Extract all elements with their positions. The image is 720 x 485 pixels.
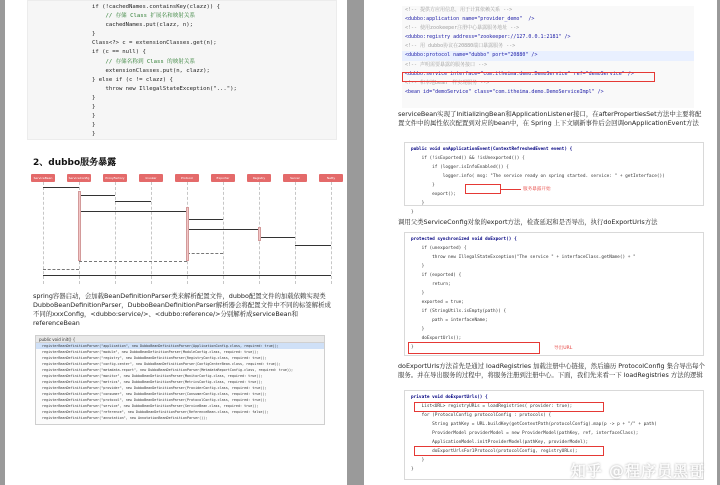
xml-line: <!-- 声明需要暴露的服务接口 --> [405, 61, 488, 68]
code-line: export(); [411, 192, 456, 197]
code-line: path = interfaceName; [411, 318, 488, 323]
diagram-node: Server [283, 174, 307, 182]
xml-config-block [402, 6, 694, 108]
diagram-activation [78, 191, 81, 261]
diagram-message [259, 237, 295, 238]
code-line: return; [411, 282, 451, 287]
diagram-lifeline [331, 182, 332, 284]
code-line: protected synchronized void doExport() { [411, 237, 517, 242]
ide-code-line: registerBeanDefinitionParser("metadata-report", new DubboBeanDefinitionParser(MetadataReportConfig.class, required: true)); [42, 368, 294, 372]
xml-line: <!-- 提供方应用信息，用于计算依赖关系 --> [405, 7, 513, 13]
diagram-node: ServiceConfig [68, 176, 90, 180]
diagram-activation [186, 207, 189, 261]
ide-code-line: registerBeanDefinitionParser("annotation", new AnnotationBeanDefinitionParser()); [42, 416, 208, 420]
ide-code-line: registerBeanDefinitionParser("service", new DubboBeanDefinitionParser(ServiceBean.class, required: true)); [42, 404, 259, 408]
code-line: doExportUrls(); [411, 336, 462, 341]
code-line: } [92, 113, 96, 120]
paragraph-service-bean: serviceBean实现了InitializingBean和ApplicationListener接口，在afterPropertiesSet方法中主要将配置文件中的属性依次配置到对应的bean中，在 Spring 上下文刷新事件后会回调onApplicationEvent方法 [398, 110, 702, 127]
xml-line: <!-- 和本地bean一样实现服务 --> [405, 79, 490, 86]
code-line: public void onApplicationEvent(ContextRefreshedEvent event) { [411, 147, 573, 152]
diagram-message [79, 195, 115, 196]
code-line: if (StringUtils.isEmpty(path)) { [411, 309, 507, 314]
code-line: if (unexported) { [411, 246, 467, 251]
ide-code-line: registerBeanDefinitionParser("metrics", new DubboBeanDefinitionParser(MetricsConfig.class, required: true)); [42, 380, 263, 384]
diagram-message [187, 229, 259, 230]
code-line: exported = true; [411, 300, 464, 305]
diagram-node: ProxyFactory [103, 174, 127, 182]
diagram-message [187, 253, 223, 254]
code-line: } else if (c != clazz) { [92, 76, 173, 83]
code-line: } [411, 264, 425, 269]
diagram-message [115, 201, 151, 202]
code-screenshot-on-application-event [404, 142, 704, 215]
ide-code-line: registerBeanDefinitionParser("reference", new DubboBeanDefinitionParser(ReferenceBean.class, required: false)); [42, 410, 269, 414]
diagram-node: Invoker [139, 174, 163, 182]
code-line: // 存储名称到 Class 的映射关系 [92, 58, 196, 65]
code-block-extension-loader [27, 0, 337, 140]
diagram-message [79, 261, 187, 262]
code-line: if (logger.isInfoEnabled()) { [411, 165, 509, 170]
diagram-node: Registry [247, 174, 271, 182]
diagram-node: Netty [319, 174, 343, 182]
ide-code-line: registerBeanDefinitionParser("monitor", new DubboBeanDefinitionParser(MonitorConfig.class, required: true)); [42, 374, 263, 378]
code-line: logger.info( msg: "The service ready on spring started. service: " + getInterface()) [411, 174, 665, 179]
ide-code-line: registerBeanDefinitionParser("provider", new DubboBeanDefinitionParser(ProviderConfig.class, required: true)); [42, 386, 267, 390]
xml-line: <dubbo:service interface="com.itheima.demo.DemoService" ref="demoService" /> [405, 70, 634, 77]
code-line: for (ProtocolConfig protocolConfig : protocols) { [411, 413, 552, 418]
highlight-dubbo-service [402, 72, 655, 82]
paragraph-load-registries: doExportUrls方法首先是通过 loadRegistries 加载注册中心链接，然后遍历 ProtocolConfig 集合导出每个服务。并在导出服务的过程中，将服务注册到注册中心。下面，我们先来看一下 loadRegistries 方法的逻辑 [398, 362, 705, 379]
code-line: ApplicationModel.initProviderModel(pathKey, providerModel); [411, 440, 589, 445]
code-line: String pathKey = URL.buildKey(getContextPath(protocolConfig).map(p -> p + "/" + path) [411, 422, 657, 427]
diagram-message [187, 219, 223, 220]
code-line: } [411, 467, 414, 472]
code-line: } [411, 458, 425, 463]
diagram-message [43, 275, 331, 276]
highlight-export-call [465, 184, 501, 194]
document-page-left [5, 0, 347, 485]
zhihu-watermark: 知乎 @程序员黑哥 [570, 462, 705, 480]
service-export-sequence-diagram [27, 171, 337, 286]
diagram-message [295, 245, 331, 246]
diagram-node: Exporter [211, 174, 235, 182]
diagram-lifeline [115, 182, 116, 284]
xml-line: <dubbo:application name="provider_demo" /> [405, 16, 535, 23]
code-line: List<URL> registryURLs = loadRegistries( provider: true); [411, 404, 573, 409]
paragraph-do-export: 调用父类ServiceConfig对象的export方法，检查延迟和是否导出，执行doExportUrls方法 [398, 218, 658, 226]
code-line: } [411, 291, 425, 296]
arrow-export [501, 189, 521, 190]
xml-line: <dubbo:registry address="zookeeper://127.0.0.1:2181" /> [405, 34, 571, 41]
code-line: if (!isExported() && !isUnexported()) { [411, 156, 525, 161]
description-paragraph: spring容器启动，会加载BeanDefinitionParser类来解析配置文件，dubbo配置文件的加载依赖实现类DubboBeanDefinitionParser，DubboBeanDefinitionParser解析器会将配置文件中不同的标签解析成不同的xxxConfig，<dubbo:service/>、<dubbo:reference/>分别解析成serviceBean和referenceBean [33, 292, 331, 327]
code-line: throw new IllegalStateException("The service " + interfaceClass.getName() + " [411, 255, 636, 260]
xml-line: <!-- 用 dubbo协议在20880端口暴露服务 --> [405, 43, 516, 50]
code-line: } [92, 31, 96, 38]
code-line: private void doExportUrls() { [411, 395, 488, 400]
code-line: ProviderModel providerModel = new ProviderModel(pathKey, ref, interfaceClass); [411, 431, 639, 436]
code-screenshot-do-export [404, 232, 704, 356]
ide-code-line: registerBeanDefinitionParser("config-center", new DubboBeanDefinitionParser(ConfigCenterBean.class, required: true)); [42, 362, 281, 366]
xml-line: <dubbo:protocol name="dubbo" port="20880" /> [402, 51, 694, 60]
diagram-activation [258, 227, 261, 241]
code-line: } [92, 94, 96, 101]
code-line: } [92, 122, 96, 129]
code-line: if (!cachedNames.containsKey(clazz)) { [92, 4, 220, 10]
diagram-lifeline [151, 182, 152, 284]
code-line: if (exported) { [411, 273, 462, 278]
xml-line: <bean id="demoService" class="com.itheima.demo.DemoServiceImpl" /> [405, 88, 604, 95]
code-line: } [411, 183, 435, 188]
diagram-node: Protocol [175, 174, 199, 182]
highlight-load-registries [414, 402, 604, 412]
code-line: extensionClasses.put(n, clazz); [92, 67, 210, 74]
ide-code-line: registerBeanDefinitionParser("registry", new DubboBeanDefinitionParser(RegistryConfig.class, required: true)); [42, 356, 267, 360]
label-export-url: 导出URL [554, 346, 573, 351]
code-line: doExportUrlsFor1Protocol(protocolConfig, registryURLs); [411, 449, 578, 454]
ide-code-line: registerBeanDefinitionParser("consumer", new DubboBeanDefinitionParser(ConsumerConfig.class, required: true)); [42, 392, 267, 396]
diagram-message [43, 269, 79, 270]
ide-code-line: registerBeanDefinitionParser("application", new DubboBeanDefinitionParser(ApplicationConfig.class, required: true)); [36, 343, 324, 349]
code-line: throw new IllegalStateException("..."); [92, 85, 237, 92]
code-line: } [411, 210, 414, 215]
ide-code-line: registerBeanDefinitionParser("protocol", new DubboBeanDefinitionParser(ProtocolConfig.class, required: true)); [42, 398, 267, 402]
code-line: if (c == null) { [92, 49, 146, 56]
section-heading: 2、dubbo服务暴露 [33, 158, 117, 168]
diagram-node: ServiceBean [31, 174, 55, 182]
code-line: } [411, 327, 425, 332]
code-line: } [411, 201, 425, 206]
diagram-message [43, 187, 79, 188]
code-line: Class<?> c = extensionClasses.get(n); [92, 40, 217, 47]
diagram-lifeline [295, 182, 296, 284]
xml-line: <!-- 使用zookeeper注册中心暴露服务地址 --> [405, 25, 520, 32]
diagram-lifeline [223, 182, 224, 284]
code-line: cachedNames.put(clazz, n); [92, 22, 194, 29]
highlight-do-export-urls-for-protocol [414, 446, 604, 456]
highlight-do-export-urls [408, 342, 540, 354]
code-line: } [92, 104, 96, 111]
document-page-right [364, 0, 717, 485]
diagram-message [79, 211, 187, 212]
code-line: // 存储 Class 扩展名和映射关系 [92, 13, 196, 20]
ide-title: public void init() { [36, 336, 324, 343]
ide-code-line: registerBeanDefinitionParser("module", new DubboBeanDefinitionParser(ModuleConfig.class, required: true)); [42, 350, 259, 354]
label-export-start: 服务暴露开始 [523, 187, 551, 192]
code-line: } [411, 345, 414, 350]
ide-screenshot-namespace-handler [35, 335, 325, 425]
code-line: } [92, 131, 96, 138]
